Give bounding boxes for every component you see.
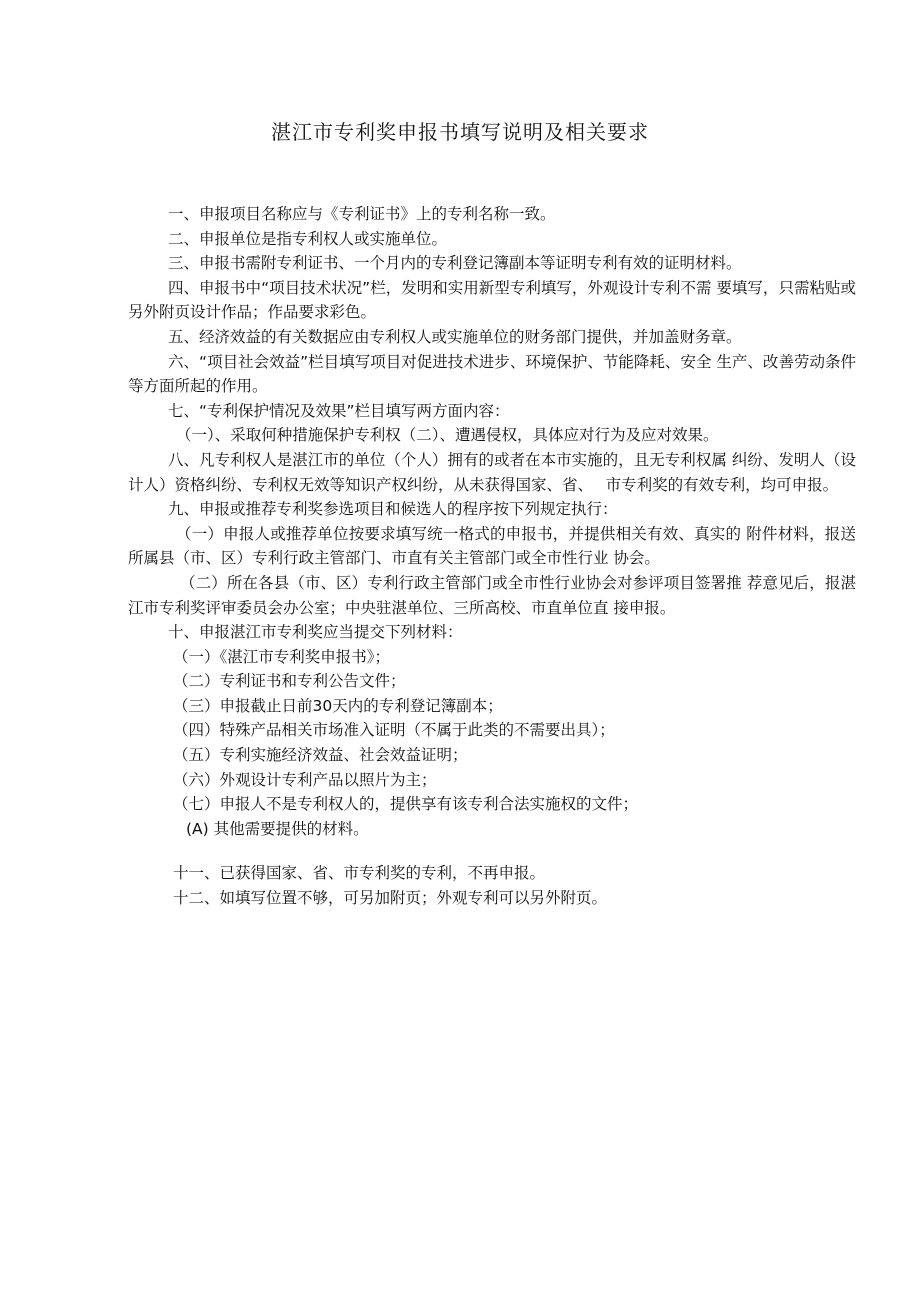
item-9-sub-1: （一）申报人或推荐单位按要求填写统一格式的申报书，并提供相关有效、真实的 附件材料，报送所属县（市、区）专利行政主管部门、市直有关主管部门或全市性行业 协会。 [128,524,856,568]
item-1: 一、申报项目名称应与《专利证书》上的专利名称一致。 [168,205,556,223]
item-8: 八、凡专利权人是湛江市的单位（个人）拥有的或者在本市实施的，且无专利权属 纠纷、发明人（设计人）资格纠纷、专利权无效等知识产权纠纷，从未获得国家、省、 市专利奖的有效专利，均可申报。 [128,450,856,494]
document-title: 湛江市专利奖申报书填写说明及相关要求 [271,120,649,144]
item-9: 九、申报或推荐专利奖参选项目和候选人的程序按下列规定执行： [168,500,618,519]
material-5: （五）专利实施经济效益、社会效益证明； [173,746,468,765]
material-1: （一）《湛江市专利奖申报书》； [173,647,391,666]
item-7-detail: （一）、采取何种措施保护专利权（二）、遭遇侵权，具体应对行为及应对效果。 [176,426,719,445]
item-9-sub-2: （二）所在各县（市、区）专利行政主管部门或全市性行业协会对参评项目签署推 荐意见后，报湛江市专利奖评审委员会办公室；中央驻湛单位、三所高校、市直单位直 接申报。 [128,573,856,617]
item-12: 十二、如填写位置不够，可另加附页；外观专利可以另外附页。 [173,889,608,908]
item-11: 十一、已获得国家、省、市专利奖的专利，不再申报。 [173,864,546,883]
item-10: 十、申报湛江市专利奖应当提交下列材料： [168,623,463,642]
spacer [128,841,856,861]
item-4: 四、申报书中“项目技术状况”栏，发明和实用新型专利填写，外观设计专利不需 要填写，只需粘贴或另外附页设计作品；作品要求彩色。 [128,278,856,322]
material-3: （三）申报截止日前30天内的专利登记簿副本； [173,696,503,715]
material-4: （四）特殊产品相关市场准入证明（不属于此类的不需要出具）； [173,721,615,740]
item-5: 五、经济效益的有关数据应由专利权人或实施单位的财务部门提供，并加盖财务章。 [168,327,742,346]
item-2: 二、申报单位是指专利权人或实施单位。 [168,229,448,248]
material-2: （二）专利证书和专利公告文件； [173,672,406,691]
item-7: 七、“专利保护情况及效果”栏目填写两方面内容： [168,401,510,420]
material-6: （六）外观设计专利产品以照片为主； [173,770,437,789]
material-7: （七）申报人不是专利权人的，提供享有该专利合法实施权的文件； [173,795,639,814]
item-6: 六、“项目社会效益”栏目填写项目对促进技术进步、环境保护、节能降耗、安全 生产、改善劳动条件等方面所起的作用。 [128,352,856,396]
material-8: (A) 其他需要提供的材料。 [186,819,369,838]
document-body [128,202,856,911]
item-3: 三、申报书需附专利证书、一个月内的专利登记簿副本等证明专利有效的证明材料。 [168,254,742,273]
